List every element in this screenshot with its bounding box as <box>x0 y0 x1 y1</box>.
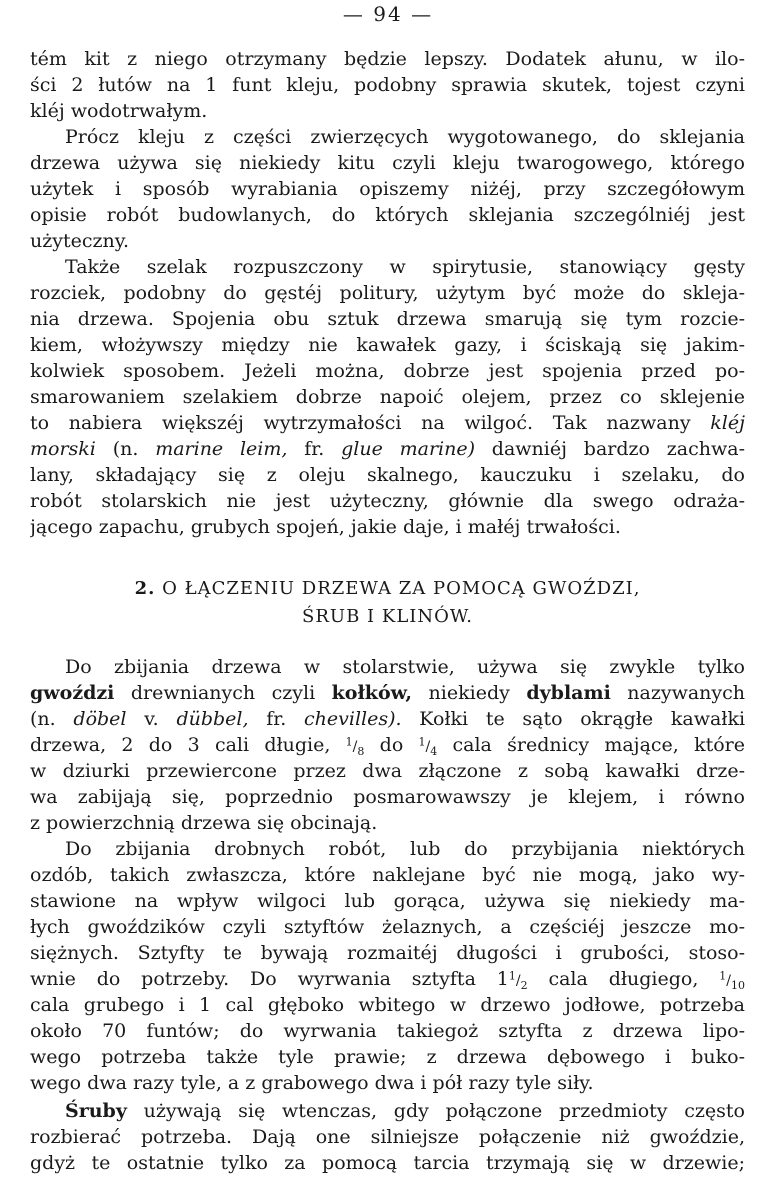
italic-term: morski <box>30 438 96 460</box>
italic-term: glue marine) <box>341 438 475 460</box>
fraction: $^1/_4$ <box>418 735 438 758</box>
italic-term: döbel <box>73 708 127 730</box>
fraction-denominator: 10 <box>730 978 745 992</box>
text-line: Do zbijania drobnych robót, lub do przybijania niektórych <box>65 838 745 860</box>
text-line <box>30 680 745 706</box>
text-span: niekiedy <box>428 682 510 704</box>
bold-term: Śruby <box>65 1100 127 1122</box>
text-span: (n. <box>30 708 56 730</box>
text-line <box>65 1098 745 1124</box>
text-line: z powierzchnią drzewa się obcinają. <box>30 812 378 834</box>
text-line: Do zbijania drzewa w stolarstwie, używa się zwykle tylko <box>65 656 745 678</box>
text-line: łych gwoździków czyli sztyftów żelaznych, a częściéj jeszcze mo- <box>30 916 745 938</box>
text-line: lany, składający się z oleju skalnego, kauczuku i szelaku, do <box>30 464 745 486</box>
text-span: fr. <box>304 438 325 460</box>
text-line: Prócz kleju z części zwierzęcych wygotowanego, do sklejania <box>65 126 745 148</box>
text-span: wnie do potrzeby. Do wyrwania sztyfta 1 <box>30 968 509 990</box>
italic-term: chevilles). <box>304 708 402 730</box>
text-line: wa zabijają się, poprzednio posmarowawszy je klejem, i równo <box>30 786 745 808</box>
text-span: dawniéj bardzo zachwa- <box>491 438 745 460</box>
fraction-numerator: 1 <box>345 735 353 749</box>
bold-term: gwoździ <box>30 682 115 704</box>
text-line: siężnych. Sztyfty te bywają rozmaitéj długości i grubości, stoso- <box>30 942 745 964</box>
fraction-numerator: 1 <box>719 969 727 983</box>
section-heading <box>30 576 745 602</box>
text-span: (n. <box>112 438 139 460</box>
text-line <box>30 706 745 732</box>
text-line: jącego zapachu, grubych spojeń, jakie daje, i małéj trwałości. <box>30 516 621 538</box>
fraction: $^1/_8$ <box>345 735 365 758</box>
text-line: stawione na wpływ wilgoci lub gorąca, używa się niekiedy ma- <box>30 890 745 912</box>
text-line <box>30 966 745 992</box>
text-line: kiem, włożywszy między nie kawałek gazy, i ściskają się jakim- <box>30 334 745 356</box>
fraction-denominator: 2 <box>520 978 528 992</box>
text-line: ści 2 łutów na 1 funt kleju, podobny sprawia skutek, tojest czyni <box>30 74 745 96</box>
text-line: smarowaniem szelakiem dobrze napoić olejem, przez co sklejenie <box>30 386 745 408</box>
text-line: ozdób, takich zwłaszcza, które naklejane być nie mogą, jako wy- <box>30 864 745 886</box>
italic-term: kléj <box>710 412 745 434</box>
fraction-denominator: 4 <box>430 744 438 758</box>
fraction-numerator: 1 <box>508 969 516 983</box>
text-line: cala grubego i 1 cal głęboko wbitego w drzewo jodłowe, potrzeba <box>30 994 745 1016</box>
text-line: użyteczny. <box>30 230 129 252</box>
text-line: wego dwa razy tyle, a z grabowego dwa i pół razy tyle siły. <box>30 1072 594 1094</box>
text-line: około 70 funtów; do wyrwania takiegoż sztyfta z drzewa lipo- <box>30 1020 745 1042</box>
text-span: do <box>379 734 404 756</box>
fraction-denominator: 8 <box>357 744 365 758</box>
text-span: Kołki te sąto okrągłe kawałki <box>419 708 745 730</box>
text-line: kléj wodotrwałym. <box>30 100 208 122</box>
text-line: nia drzewa. Spojenia obu sztuk drzewa smarują się tym rozcie- <box>30 308 745 330</box>
text-line <box>30 732 745 758</box>
text-line: użytek i sposób wyrabiania opiszemy niżéj, przy szczegółowym <box>30 178 745 200</box>
text-span: cala długiego, <box>548 968 699 990</box>
text-span: drzewa, 2 do 3 cali długie, <box>30 734 331 756</box>
text-line: kolwiek sposobem. Jeżeli można, dobrze jest spojenia przed po- <box>30 360 745 382</box>
text-line: opisie robót budowlanych, do których sklejania szczególniéj jest <box>30 204 745 226</box>
text-line: gdyż te ostatnie tylko za pomocą tarcia trzymają się w drzewie; <box>30 1152 745 1174</box>
fraction: $^1/_{10}$ <box>719 969 745 992</box>
text-line <box>30 410 745 436</box>
fraction: $^1/_2$ <box>508 969 528 992</box>
text-line: Także szelak rozpuszczony w spirytusie, stanowiący gęsty <box>65 256 745 278</box>
italic-term: dübbel, <box>176 708 249 730</box>
text-line <box>30 436 745 462</box>
text-span: fr. <box>266 708 287 730</box>
text-line: wego potrzeba także tyle prawie; z drzewa dębowego i buko- <box>30 1046 745 1068</box>
italic-term: marine leim, <box>155 438 288 460</box>
text-line: robót stolarskich nie jest użyteczny, głównie dla swego odraża- <box>30 490 745 512</box>
page-number: — 94 — <box>342 2 434 26</box>
bold-term: dyblami <box>526 682 611 704</box>
fraction-numerator: 1 <box>418 735 426 749</box>
text-line: rozciek, podobny do gęstéj politury, użytym być może do skleja- <box>30 282 745 304</box>
section-title-line2: ŚRUB I KLINÓW. <box>302 606 473 627</box>
text-line: drzewa używa się niekiedy kitu czyli kleju twarogowego, którego <box>30 152 745 174</box>
text-span: używają się wtenczas, gdy połączone przedmioty często <box>143 1100 745 1122</box>
text-line: w dziurki przewiercone przez dwa złączone z sobą kawałki drze- <box>30 760 745 782</box>
text-span: v. <box>144 708 159 730</box>
text-span: drewnianych czyli <box>130 682 316 704</box>
text-span: to nabiera większéj wytrzymałości na wilgoć. Tak nazwany <box>30 412 691 434</box>
text-span: cala średnicy mające, które <box>452 734 745 756</box>
bold-term: kołków, <box>331 682 413 704</box>
text-line: tém kit z niego otrzymany będzie lepszy. Dodatek ałunu, w ilo- <box>30 48 745 70</box>
text-span: nazywanych <box>627 682 745 704</box>
text-line: rozbierać potrzeba. Dają one silniejsze połączenie niż gwoździe, <box>30 1126 745 1148</box>
section-number: 2. <box>134 578 156 599</box>
section-title-line1: O ŁĄCZENIU DRZEWA ZA POMOCĄ GWOŹDZI, <box>162 578 641 599</box>
